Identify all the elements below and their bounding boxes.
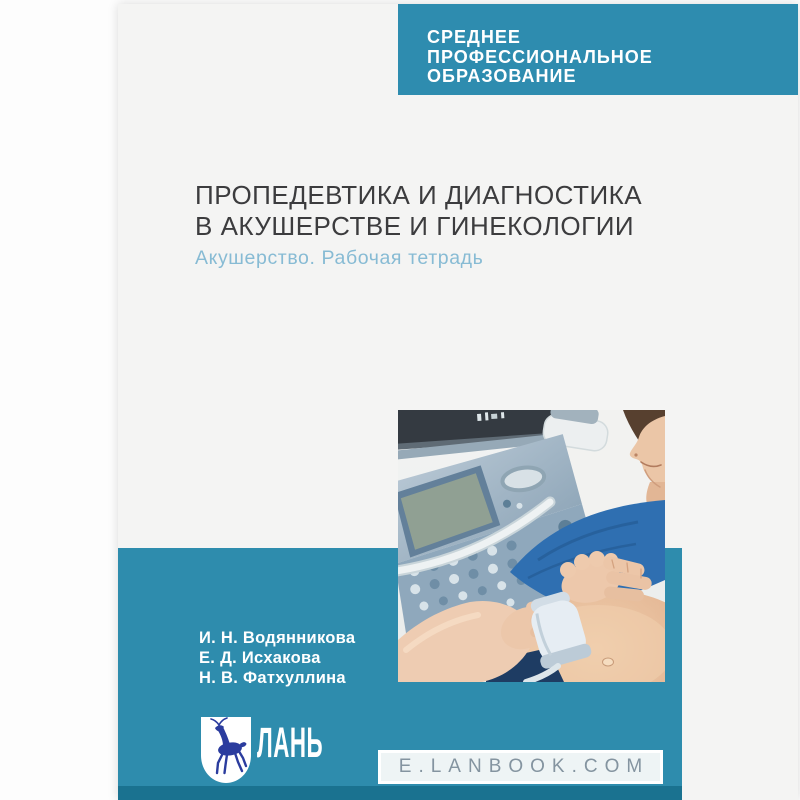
author-name: Е. Д. Исхакова bbox=[199, 649, 321, 667]
author-name: Н. В. Фатхуллина bbox=[199, 669, 346, 687]
series-banner-line: СРЕДНЕЕ bbox=[427, 27, 521, 47]
deer-shield-icon bbox=[199, 715, 253, 785]
title-block bbox=[195, 180, 642, 270]
series-banner-line: ОБРАЗОВАНИЕ bbox=[427, 66, 577, 86]
series-banner bbox=[398, 4, 798, 95]
cover-bottom-edge bbox=[118, 786, 682, 800]
cover-photo bbox=[398, 410, 665, 682]
website-box bbox=[378, 750, 663, 784]
author-name: И. Н. Водянникова bbox=[199, 629, 356, 647]
navel bbox=[603, 658, 614, 666]
authors-block bbox=[199, 628, 355, 688]
website-text: E.LANBOOK.COM bbox=[398, 756, 650, 777]
series-banner-line: ПРОФЕССИОНАЛЬНОЕ bbox=[427, 46, 653, 67]
publisher-logo bbox=[199, 713, 379, 788]
book-title-line-1: ПРОПЕДЕВТИКА И ДИАГНОСТИКА bbox=[195, 180, 643, 210]
book-subtitle: Акушерство. Рабочая тетрадь bbox=[195, 247, 484, 269]
ultrasound-exam-photo bbox=[398, 410, 665, 682]
book-cover bbox=[118, 4, 798, 800]
book-title-line-2: В АКУШЕРСТВЕ И ГИНЕКОЛОГИИ bbox=[195, 211, 635, 241]
publisher-name: ЛАНЬ bbox=[257, 719, 324, 767]
